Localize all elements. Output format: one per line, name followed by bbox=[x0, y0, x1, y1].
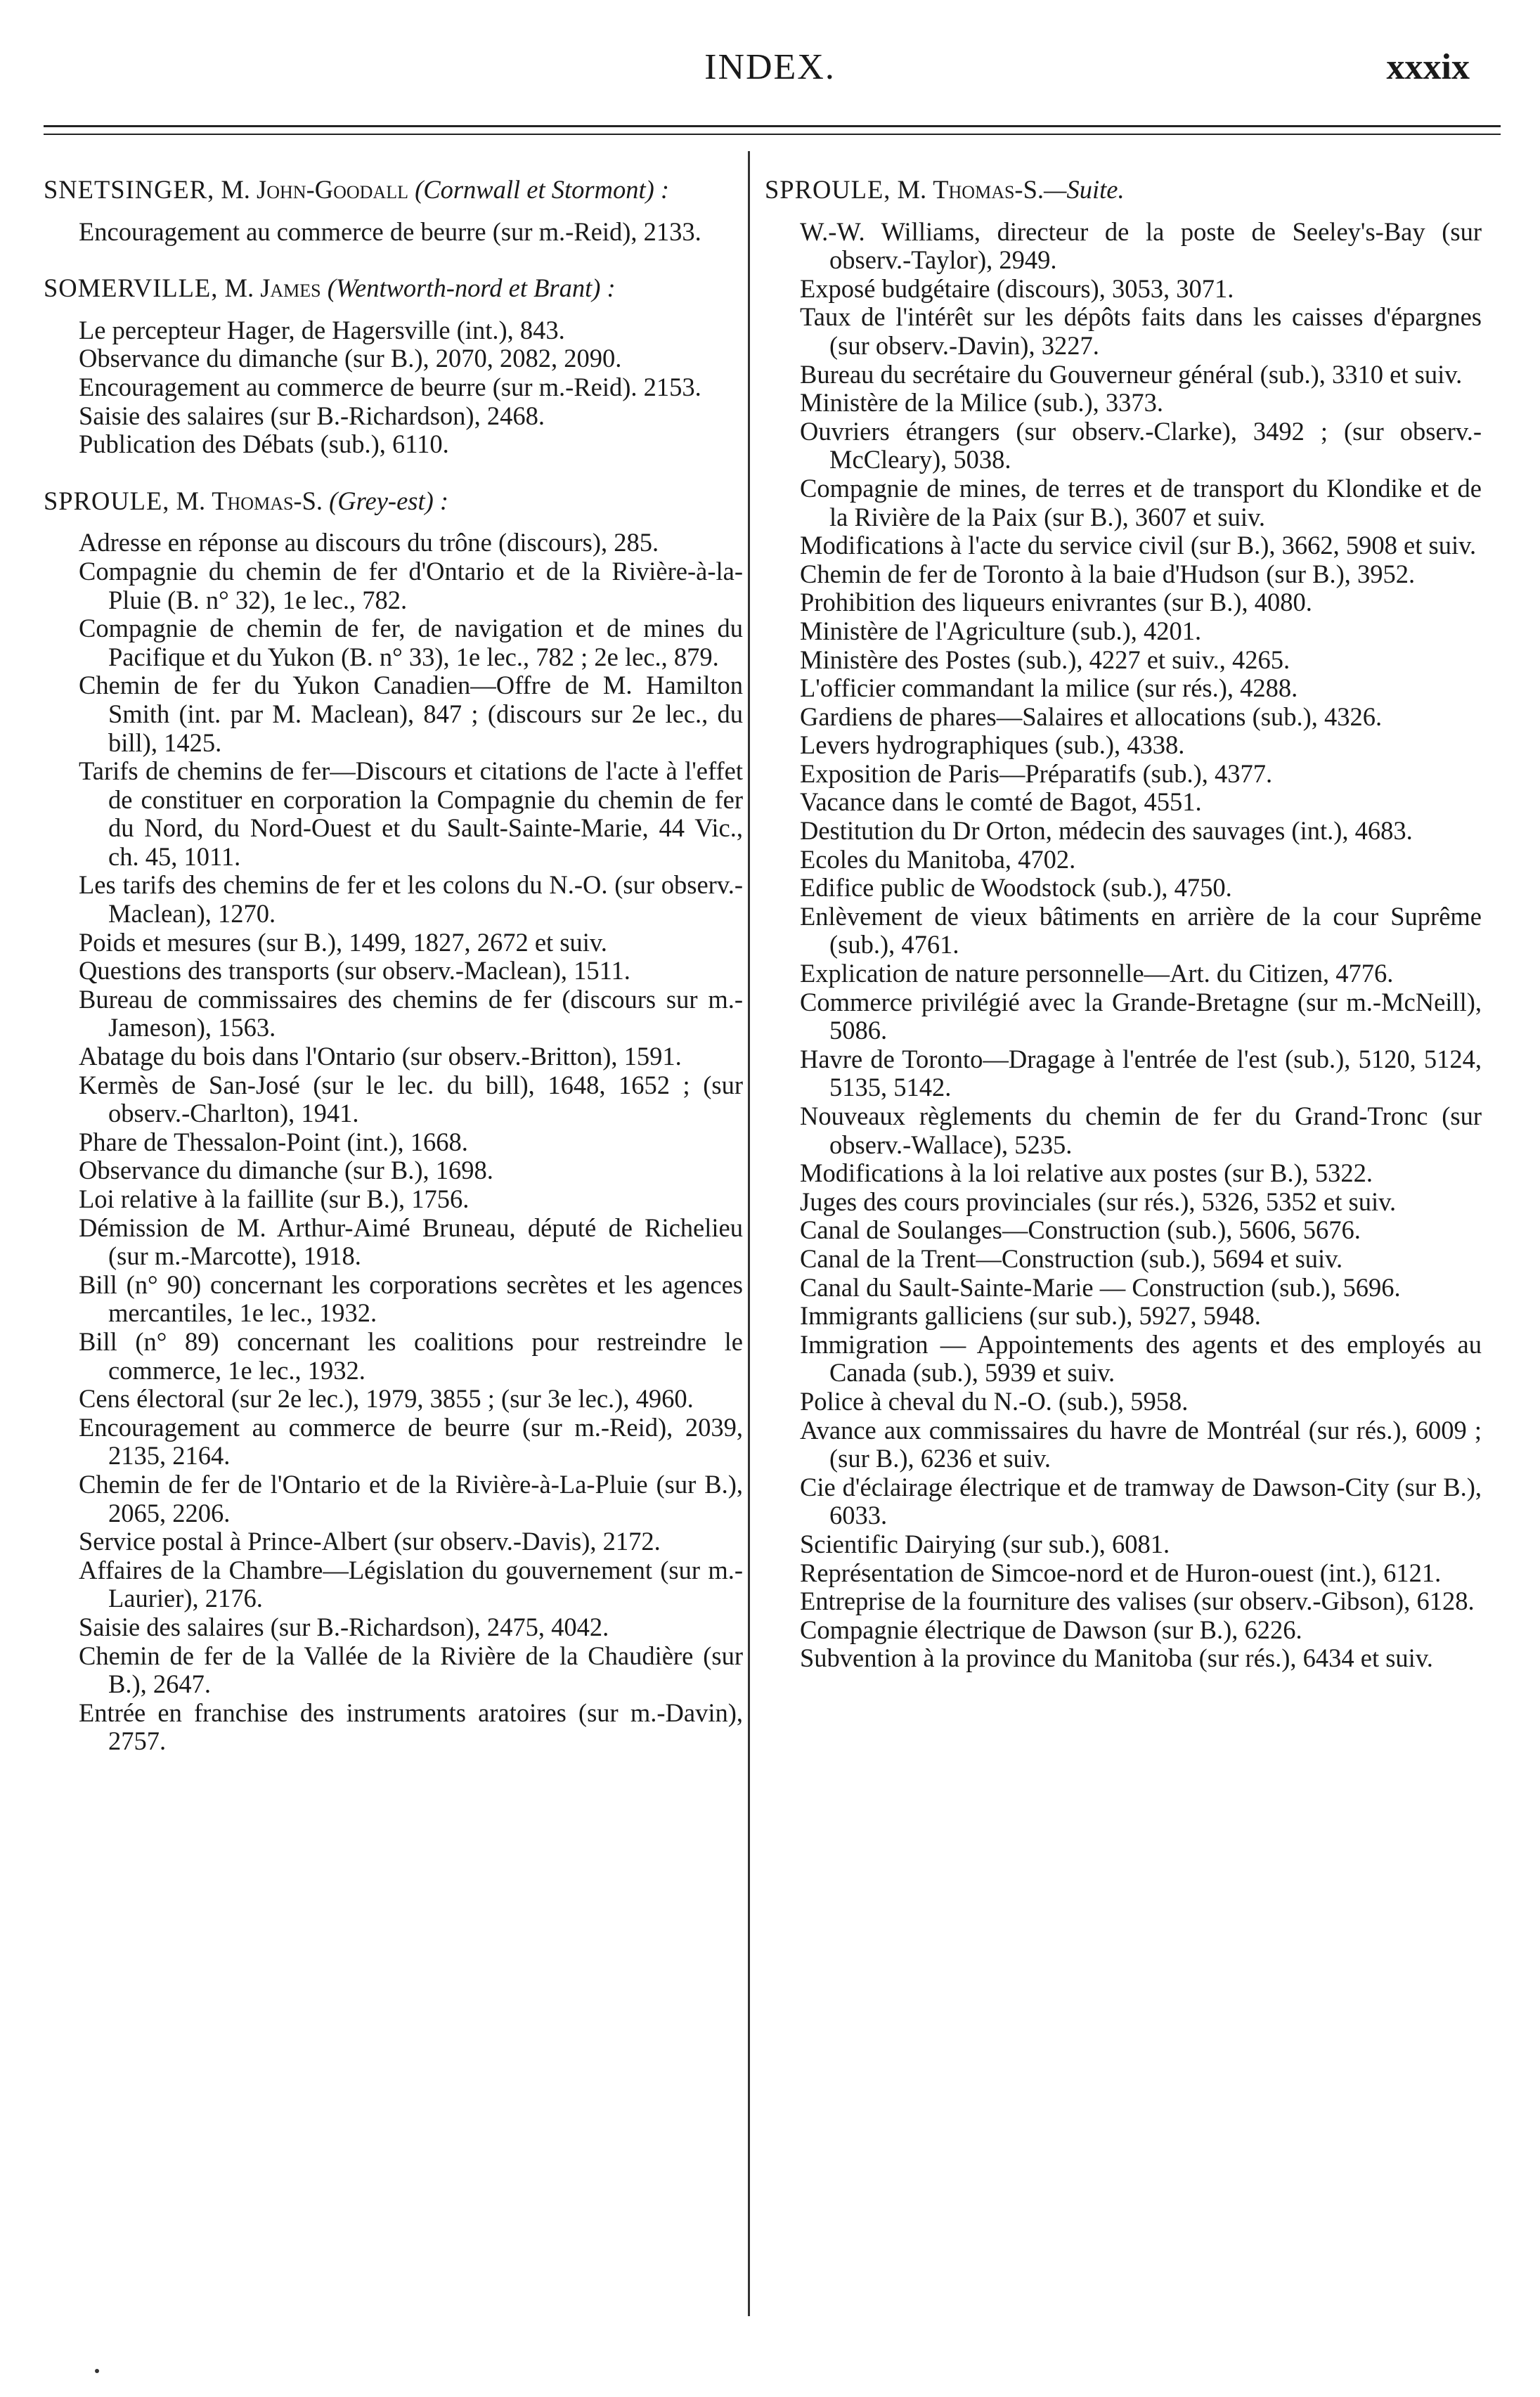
member-surname: SPROULE, bbox=[765, 175, 891, 204]
member-firstname: Thomas-S. bbox=[212, 486, 323, 515]
index-entry: L'officier commandant la milice (sur rés.), 4288. bbox=[800, 673, 1298, 703]
index-entry: Abatage du bois dans l'Ontario (sur observ.-Britton), 1591. bbox=[79, 1042, 682, 1071]
left-column bbox=[44, 176, 743, 1756]
index-entry: Enlèvement de vieux bâtiments en arrière de la cour Suprême (sub.), 4761. bbox=[800, 901, 1482, 960]
index-entry: Observance du dimanche (sur B.), 2070, 2082, 2090. bbox=[79, 344, 622, 373]
index-entry: Affaires de la Chambre—Législation du gouvernement (sur m.-Laurier), 2176. bbox=[79, 1555, 743, 1613]
member-riding: (Grey-est) : bbox=[329, 486, 449, 515]
member-title: M. bbox=[221, 175, 250, 204]
index-entry: Edifice public de Woodstock (sub.), 4750. bbox=[800, 873, 1232, 903]
index-entry: Service postal à Prince-Albert (sur observ.-Davis), 2172. bbox=[79, 1527, 661, 1556]
member-surname: SOMERVILLE, bbox=[44, 273, 219, 303]
index-entry: Chemin de fer de la Vallée de la Rivière de la Chaudière (sur B.), 2647. bbox=[79, 1641, 743, 1699]
index-entry: Compagnie du chemin de fer d'Ontario et de la Rivière-à-la-Pluie (B. n° 32), 1e lec., 782. bbox=[79, 556, 743, 614]
index-entry: Cens électoral (sur 2e lec.), 1979, 3855 ; (sur 3e lec.), 4960. bbox=[79, 1384, 694, 1414]
index-entry: Exposé budgétaire (discours), 3053, 3071. bbox=[800, 273, 1234, 303]
member-surname: SNETSINGER, bbox=[44, 175, 215, 204]
index-entry: Vacance dans le comté de Bagot, 4551. bbox=[800, 787, 1202, 817]
index-entry: Loi relative à la faillite (sur B.), 1756. bbox=[79, 1184, 470, 1213]
index-entry: Démission de M. Arthur-Aimé Bruneau, député de Richelieu (sur m.-Marcotte), 1918. bbox=[79, 1213, 743, 1271]
index-entry: Modifications à la loi relative aux postes (sur B.), 5322. bbox=[800, 1158, 1373, 1188]
index-entry: Ministère de l'Agriculture (sub.), 4201. bbox=[800, 616, 1202, 645]
member-riding: (Wentworth-nord et Brant) : bbox=[327, 273, 616, 303]
index-entry: Nouveaux règlements du chemin de fer du Grand-Tronc (sur observ.-Wallace), 5235. bbox=[800, 1101, 1482, 1159]
index-entry: Encouragement au commerce de beurre (sur m.-Reid), 2039, 2135, 2164. bbox=[79, 1412, 743, 1471]
index-entry: Commerce privilégié avec la Grande-Bretagne (sur m.-McNeill), 5086. bbox=[800, 987, 1482, 1045]
index-entry: Exposition de Paris—Préparatifs (sub.), 4377. bbox=[800, 758, 1273, 788]
index-entry: Scientific Dairying (sur sub.), 6081. bbox=[800, 1529, 1170, 1558]
index-entry: Modifications à l'acte du service civil (sur B.), 3662, 5908 et suiv. bbox=[800, 531, 1477, 560]
member-firstname: James bbox=[260, 273, 321, 303]
index-entry: Saisie des salaires (sur B.-Richardson), 2468. bbox=[79, 401, 545, 430]
index-entry: Destitution du Dr Orton, médecin des sauvages (int.), 4683. bbox=[800, 816, 1413, 846]
index-entry: Encouragement au commerce de beurre (sur m.-Reid), 2133. bbox=[79, 217, 701, 246]
index-entry: Le percepteur Hager, de Hagersville (int.), 843. bbox=[79, 315, 565, 344]
index-entry: Levers hydrographiques (sub.), 4338. bbox=[800, 730, 1185, 760]
index-entry: Encouragement au commerce de beurre (sur m.-Reid). 2153. bbox=[79, 372, 701, 401]
page-number: xxxix bbox=[1386, 47, 1470, 87]
index-heading bbox=[44, 274, 743, 303]
index-entry: Phare de Thessalon-Point (int.), 1668. bbox=[79, 1127, 468, 1156]
index-entry: Bill (n° 90) concernant les corporations secrètes et les agences mercantiles, 1e lec., 1932. bbox=[79, 1269, 743, 1328]
column-divider bbox=[748, 151, 750, 2316]
member-firstname: John-Goodall bbox=[257, 175, 408, 204]
index-entry: Bureau du secrétaire du Gouverneur général (sub.), 3310 et suiv. bbox=[800, 359, 1463, 389]
index-entry: Poids et mesures (sur B.), 1499, 1827, 2672 et suiv. bbox=[79, 927, 607, 957]
index-entry: Compagnie de chemin de fer, de navigation et de mines du Pacifique et du Yukon (B. n° 33), 1e lec., 782 ; 2e lec., 879. bbox=[79, 614, 743, 671]
index-entry: Saisie des salaires (sur B.-Richardson), 2475, 4042. bbox=[79, 1612, 609, 1641]
index-entry: Chemin de fer de Toronto à la baie d'Hudson (sur B.), 3952. bbox=[800, 559, 1416, 588]
index-entry: Observance du dimanche (sur B.), 1698. bbox=[79, 1156, 493, 1185]
index-entry: W.-W. Williams, directeur de la poste de Seeley's-Bay (sur observ.-Taylor), 2949. bbox=[800, 217, 1482, 275]
right-column bbox=[765, 176, 1482, 1673]
index-entry: Représentation de Simcoe-nord et de Huron-ouest (int.), 6121. bbox=[800, 1558, 1442, 1587]
index-entry: Bill (n° 89) concernant les coalitions pour restreindre le commerce, 1e lec., 1932. bbox=[79, 1326, 743, 1385]
index-entry: Chemin de fer de l'Ontario et de la Rivière-à-La-Pluie (sur B.), 2065, 2206. bbox=[79, 1469, 743, 1527]
index-heading bbox=[44, 487, 743, 516]
index-entry: Les tarifs des chemins de fer et les colons du N.-O. (sur observ.-Maclean), 1270. bbox=[79, 870, 743, 929]
index-entry: Compagnie électrique de Dawson (sur B.), 6226. bbox=[800, 1615, 1302, 1644]
index-entry: Immigrants galliciens (sur sub.), 5927, 5948. bbox=[800, 1301, 1261, 1331]
index-entry: Ouvriers étrangers (sur observ.-Clarke), 3492 ; (sur observ.-McCleary), 5038. bbox=[800, 416, 1482, 474]
page-title: INDEX. bbox=[704, 47, 836, 87]
index-entry: Tarifs de chemins de fer—Discours et citations de l'acte à l'effet de constituer en corporation la Compagnie du chemin de fer du Nord, du Nord-Ouest et du Sault-Sainte-Marie, 44 Vic., ch. 45, 1011. bbox=[79, 756, 743, 871]
index-entry: Questions des transports (sur observ.-Maclean), 1511. bbox=[79, 956, 630, 986]
page-header bbox=[42, 41, 1498, 104]
index-entry: Police à cheval du N.-O. (sub.), 5958. bbox=[800, 1386, 1189, 1416]
member-title: M. bbox=[224, 273, 254, 303]
index-entry: Subvention à la province du Manitoba (sur rés.), 6434 et suiv. bbox=[800, 1643, 1433, 1673]
index-entry: Cie d'éclairage électrique et de tramway de Dawson-City (sur B.), 6033. bbox=[800, 1472, 1482, 1530]
index-entry: Canal de Soulanges—Construction (sub.), 5606, 5676. bbox=[800, 1215, 1361, 1245]
index-heading bbox=[44, 176, 743, 205]
index-entry: Bureau de commissaires des chemins de fer (discours sur m.-Jameson), 1563. bbox=[79, 984, 743, 1042]
index-entry: Taux de l'intérêt sur les dépôts faits dans les caisses d'épargnes (sur observ.-Davin), 3227. bbox=[800, 302, 1482, 360]
index-heading-continued bbox=[765, 176, 1482, 205]
index-entry: Ministère de la Milice (sub.), 3373. bbox=[800, 388, 1163, 418]
index-entry: Chemin de fer du Yukon Canadien—Offre de M. Hamilton Smith (int. par M. Maclean), 847 ; (discours sur 2e lec., du bill), 1425. bbox=[79, 671, 743, 757]
index-entry: Havre de Toronto—Dragage à l'entrée de l'est (sub.), 5120, 5124, 5135, 5142. bbox=[800, 1044, 1482, 1102]
member-riding: (Cornwall et Stormont) : bbox=[415, 175, 670, 204]
index-entry: Ministère des Postes (sub.), 4227 et suiv., 4265. bbox=[800, 645, 1290, 674]
continued-marker: —Suite. bbox=[1044, 175, 1125, 204]
member-surname: SPROULE, bbox=[44, 486, 170, 515]
index-entry: Ecoles du Manitoba, 4702. bbox=[800, 844, 1076, 874]
index-entry: Explication de nature personnelle—Art. du Citizen, 4776. bbox=[800, 959, 1394, 988]
index-entry: Immigration — Appointements des agents et des employés au Canada (sub.), 5939 et suiv. bbox=[800, 1329, 1482, 1388]
member-title: M. bbox=[176, 486, 206, 515]
member-title: M. bbox=[897, 175, 927, 204]
member-firstname: Thomas-S. bbox=[933, 175, 1044, 204]
index-entry: Publication des Débats (sub.), 6110. bbox=[79, 429, 449, 459]
index-entry: Adresse en réponse au discours du trône (discours), 285. bbox=[79, 528, 659, 557]
index-entry: Avance aux commissaires du havre de Montréal (sur rés.), 6009 ; (sur B.), 6236 et suiv. bbox=[800, 1415, 1482, 1473]
index-entry: Canal du Sault-Sainte-Marie — Construction (sub.), 5696. bbox=[800, 1272, 1401, 1302]
index-entry: Juges des cours provinciales (sur rés.), 5326, 5352 et suiv. bbox=[800, 1187, 1397, 1216]
index-entry: Canal de la Trent—Construction (sub.), 5694 et suiv. bbox=[800, 1243, 1343, 1273]
index-entry: Entrée en franchise des instruments aratoires (sur m.-Davin), 2757. bbox=[79, 1698, 743, 1756]
index-entry: Prohibition des liqueurs enivrantes (sur B.), 4080. bbox=[800, 588, 1312, 617]
print-speck bbox=[95, 2369, 99, 2373]
header-rule-bottom bbox=[44, 134, 1501, 135]
index-entry: Kermès de San-José (sur le lec. du bill), 1648, 1652 ; (sur observ.-Charlton), 1941. bbox=[79, 1070, 743, 1128]
header-rule-top bbox=[44, 125, 1501, 127]
index-entry: Entreprise de la fourniture des valises (sur observ.-Gibson), 6128. bbox=[800, 1587, 1475, 1616]
index-entry: Compagnie de mines, de terres et de transport du Klondike et de la Rivière de la Paix (sur B.), 3607 et suiv. bbox=[800, 473, 1482, 531]
index-entry: Gardiens de phares—Salaires et allocations (sub.), 4326. bbox=[800, 702, 1383, 731]
